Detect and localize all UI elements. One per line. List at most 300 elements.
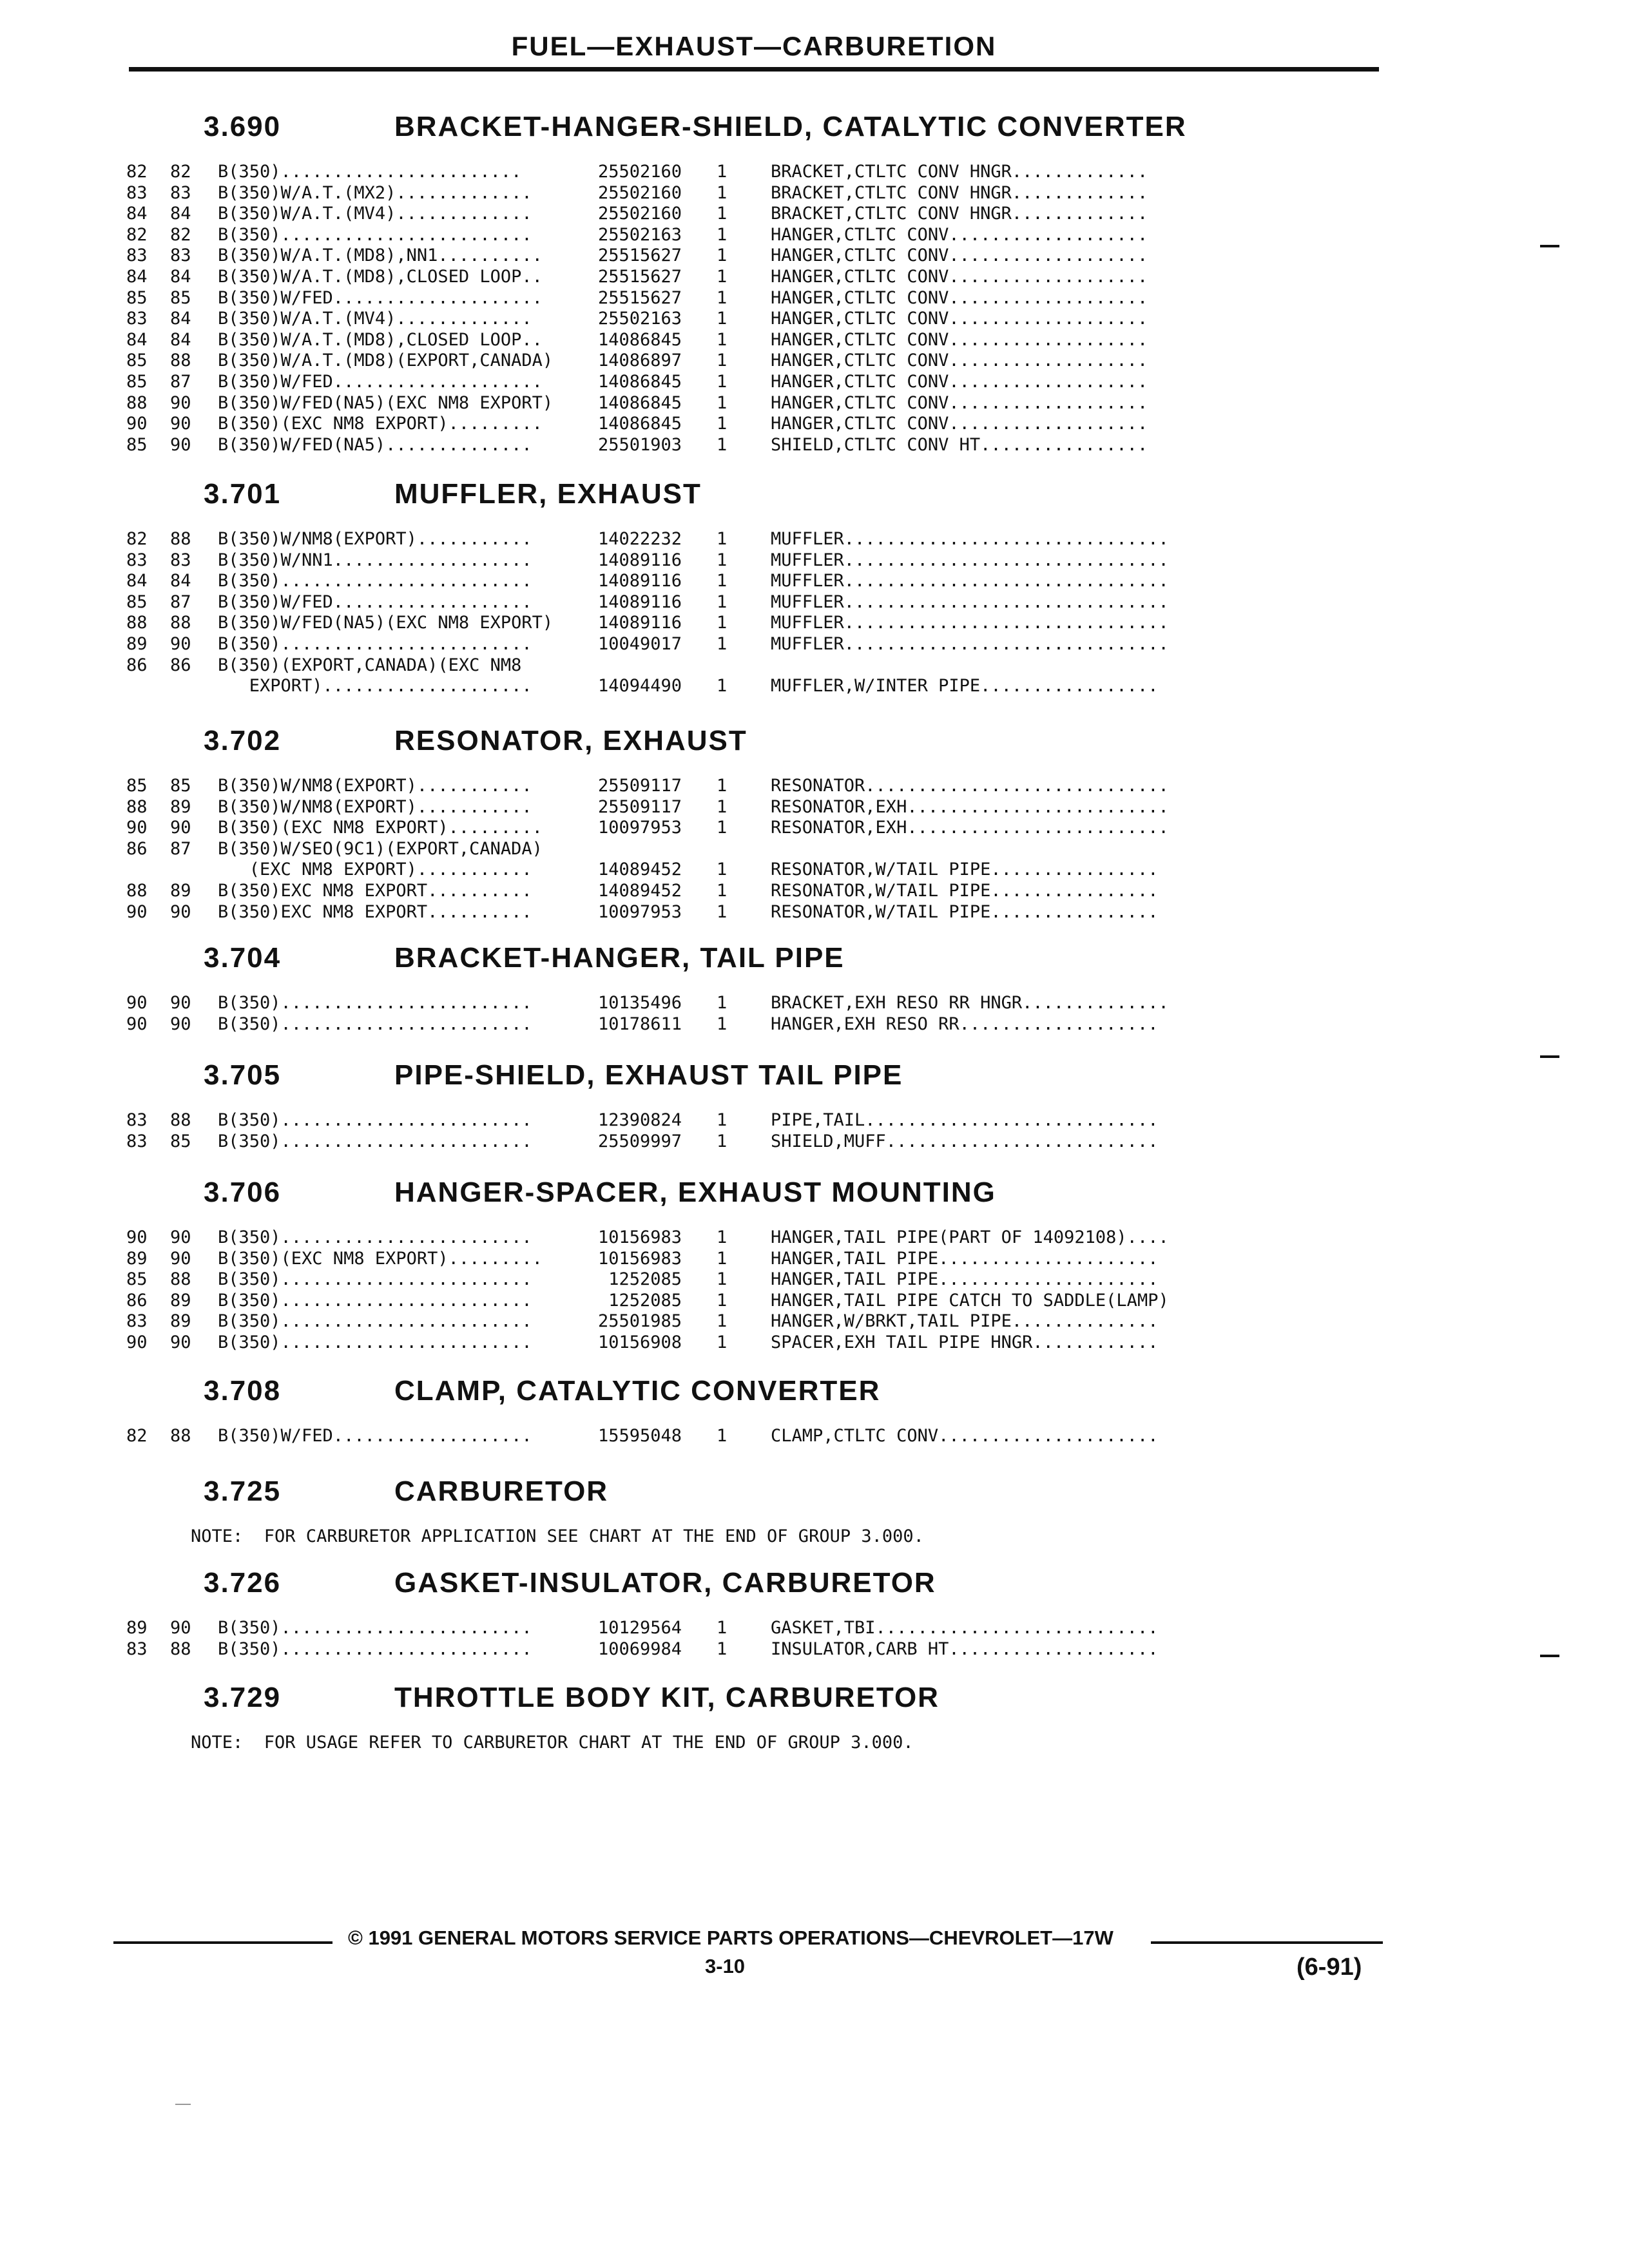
year-from: 83 bbox=[126, 1110, 148, 1130]
application: B(350)........................ bbox=[218, 571, 532, 591]
application: B(350)........................ bbox=[218, 1269, 532, 1290]
description: GASKET,TBI........................... bbox=[771, 1618, 1159, 1638]
part-row bbox=[0, 838, 1629, 860]
application: B(350)W/NM8(EXPORT)........... bbox=[218, 776, 532, 796]
quantity: 1 bbox=[717, 434, 728, 455]
part-number: 25502163 bbox=[598, 309, 682, 329]
part-row bbox=[0, 901, 1629, 923]
application: B(350)W/FED(NA5).............. bbox=[218, 434, 532, 455]
part-row bbox=[0, 859, 1629, 880]
part-number: 14089116 bbox=[598, 591, 682, 612]
year-from: 90 bbox=[126, 1332, 148, 1352]
year-from: 84 bbox=[126, 204, 148, 224]
section-name: RESONATOR, EXHAUST bbox=[394, 725, 747, 756]
quantity: 1 bbox=[717, 1227, 728, 1247]
year-to: 90 bbox=[170, 1248, 191, 1269]
margin-mark bbox=[1540, 245, 1559, 247]
year-from: 83 bbox=[126, 309, 148, 329]
application: B(350)W/NN1................... bbox=[218, 550, 532, 570]
description: RESONATOR............................. bbox=[771, 776, 1169, 796]
year-to: 83 bbox=[170, 245, 191, 266]
quantity: 1 bbox=[717, 1426, 728, 1446]
year-from: 88 bbox=[126, 392, 148, 413]
part-row bbox=[0, 287, 1629, 309]
year-to: 84 bbox=[170, 571, 191, 591]
part-row bbox=[0, 817, 1629, 838]
quantity: 1 bbox=[717, 676, 728, 697]
quantity: 1 bbox=[717, 245, 728, 266]
application: B(350)W/A.T.(MD8),CLOSED LOOP.. bbox=[218, 267, 543, 287]
description: HANGER,TAIL PIPE..................... bbox=[771, 1248, 1159, 1269]
quantity: 1 bbox=[717, 571, 728, 591]
part-row bbox=[0, 308, 1629, 329]
year-to: 90 bbox=[170, 414, 191, 434]
part-number: 10129564 bbox=[598, 1618, 682, 1638]
description: HANGER,TAIL PIPE CATCH TO SADDLE(LAMP) bbox=[771, 1290, 1169, 1311]
part-row bbox=[0, 203, 1629, 224]
quantity: 1 bbox=[717, 550, 728, 570]
part-row bbox=[0, 992, 1629, 1014]
description: BRACKET,EXH RESO RR HNGR.............. bbox=[771, 993, 1169, 1013]
description: MUFFLER............................... bbox=[771, 613, 1169, 633]
year-to: 90 bbox=[170, 434, 191, 455]
description: MUFFLER............................... bbox=[771, 571, 1169, 591]
part-number: 14094490 bbox=[598, 676, 682, 697]
description: HANGER,CTLTC CONV................... bbox=[771, 351, 1148, 371]
part-number: 10156983 bbox=[598, 1227, 682, 1247]
section-name: CLAMP, CATALYTIC CONVERTER bbox=[394, 1375, 881, 1407]
year-from: 90 bbox=[126, 1227, 148, 1247]
description: BRACKET,CTLTC CONV HNGR............. bbox=[771, 204, 1148, 224]
year-to: 83 bbox=[170, 550, 191, 570]
year-from: 84 bbox=[126, 267, 148, 287]
part-number: 14086845 bbox=[598, 414, 682, 434]
quantity: 1 bbox=[717, 613, 728, 633]
description: RESONATOR,W/TAIL PIPE................ bbox=[771, 860, 1159, 880]
footer-rule-right bbox=[1151, 1941, 1383, 1944]
application: B(350)........................ bbox=[218, 1131, 532, 1151]
page-header-title: FUEL—EXHAUST—CARBURETION bbox=[511, 31, 997, 61]
quantity: 1 bbox=[717, 1639, 728, 1659]
quantity: 1 bbox=[717, 182, 728, 203]
year-to: 83 bbox=[170, 182, 191, 203]
quantity: 1 bbox=[717, 1332, 728, 1352]
description: HANGER,CTLTC CONV................... bbox=[771, 372, 1148, 392]
year-to: 90 bbox=[170, 392, 191, 413]
year-from: 88 bbox=[126, 796, 148, 817]
quantity: 1 bbox=[717, 529, 728, 549]
part-number: 10178611 bbox=[598, 1014, 682, 1034]
application: EXPORT).................... bbox=[218, 676, 532, 697]
application: B(350)EXC NM8 EXPORT.......... bbox=[218, 901, 532, 922]
description: HANGER,CTLTC CONV................... bbox=[771, 309, 1148, 329]
year-from: 83 bbox=[126, 182, 148, 203]
year-to: 88 bbox=[170, 1426, 191, 1446]
part-row bbox=[0, 1639, 1629, 1660]
year-from: 90 bbox=[126, 901, 148, 922]
application: B(350)(EXPORT,CANADA)(EXC NM8 bbox=[218, 655, 522, 675]
description: HANGER,CTLTC CONV................... bbox=[771, 245, 1148, 266]
quantity: 1 bbox=[717, 162, 728, 182]
section-name: MUFFLER, EXHAUST bbox=[394, 478, 702, 510]
year-to: 84 bbox=[170, 329, 191, 350]
description: HANGER,TAIL PIPE..................... bbox=[771, 1269, 1159, 1290]
description: MUFFLER,W/INTER PIPE................. bbox=[771, 676, 1159, 697]
part-number: 14089116 bbox=[598, 550, 682, 570]
part-row bbox=[0, 224, 1629, 245]
part-number: 1252085 bbox=[598, 1290, 682, 1311]
year-to: 90 bbox=[170, 818, 191, 838]
quantity: 1 bbox=[717, 860, 728, 880]
part-row bbox=[0, 182, 1629, 204]
application: B(350)........................ bbox=[218, 1311, 532, 1332]
quantity: 1 bbox=[717, 901, 728, 922]
part-number: 25509117 bbox=[598, 776, 682, 796]
application: B(350)(EXC NM8 EXPORT)......... bbox=[218, 1248, 543, 1269]
quantity: 1 bbox=[717, 414, 728, 434]
year-to: 82 bbox=[170, 224, 191, 245]
application: B(350)........................ bbox=[218, 1110, 532, 1130]
quantity: 1 bbox=[717, 287, 728, 308]
part-row bbox=[0, 655, 1629, 676]
part-row bbox=[0, 1131, 1629, 1152]
part-number: 25502160 bbox=[598, 162, 682, 182]
application: B(350)........................ bbox=[218, 1014, 532, 1034]
part-number: 14086897 bbox=[598, 351, 682, 371]
year-from: 90 bbox=[126, 818, 148, 838]
application: B(350)W/A.T.(MD8)(EXPORT,CANADA) bbox=[218, 351, 554, 371]
year-from: 86 bbox=[126, 1290, 148, 1311]
year-to: 90 bbox=[170, 1014, 191, 1034]
application: B(350)W/SEO(9C1)(EXPORT,CANADA) bbox=[218, 838, 543, 859]
quantity: 1 bbox=[717, 1290, 728, 1311]
part-number: 15595048 bbox=[598, 1426, 682, 1446]
section-number: 3.705 bbox=[204, 1059, 282, 1091]
part-number: 25501903 bbox=[598, 434, 682, 455]
description: HANGER,EXH RESO RR................... bbox=[771, 1014, 1159, 1034]
description: HANGER,TAIL PIPE(PART OF 14092108).... bbox=[771, 1227, 1169, 1247]
part-row bbox=[0, 1290, 1629, 1311]
part-row bbox=[0, 633, 1629, 655]
application: B(350)....................... bbox=[218, 162, 522, 182]
part-number: 25501985 bbox=[598, 1311, 682, 1332]
application: B(350)W/A.T.(MV4)............. bbox=[218, 309, 532, 329]
part-number: 10156908 bbox=[598, 1332, 682, 1352]
year-from: 86 bbox=[126, 655, 148, 675]
part-row bbox=[0, 550, 1629, 571]
part-number: 12390824 bbox=[598, 1110, 682, 1130]
year-to: 84 bbox=[170, 204, 191, 224]
page-number: 3-10 bbox=[705, 1955, 746, 1977]
application: B(350)........................ bbox=[218, 224, 532, 245]
quantity: 1 bbox=[717, 309, 728, 329]
section-number: 3.729 bbox=[204, 1682, 282, 1713]
description: RESONATOR,EXH......................... bbox=[771, 796, 1169, 817]
application: B(350)W/FED(NA5)(EXC NM8 EXPORT) bbox=[218, 613, 554, 633]
year-to: 85 bbox=[170, 1131, 191, 1151]
year-to: 90 bbox=[170, 1332, 191, 1352]
quantity: 1 bbox=[717, 1110, 728, 1130]
application: B(350)........................ bbox=[218, 1290, 532, 1311]
year-to: 84 bbox=[170, 309, 191, 329]
quantity: 1 bbox=[717, 818, 728, 838]
part-number: 14089452 bbox=[598, 860, 682, 880]
section-number: 3.702 bbox=[204, 725, 282, 756]
year-from: 85 bbox=[126, 776, 148, 796]
year-to: 88 bbox=[170, 613, 191, 633]
part-row bbox=[0, 1269, 1629, 1290]
section-number: 3.701 bbox=[204, 478, 282, 510]
year-to: 88 bbox=[170, 1639, 191, 1659]
part-row bbox=[0, 796, 1629, 818]
year-from: 88 bbox=[126, 613, 148, 633]
part-number: 25502160 bbox=[598, 182, 682, 203]
quantity: 1 bbox=[717, 224, 728, 245]
quantity: 1 bbox=[717, 351, 728, 371]
year-from: 85 bbox=[126, 1269, 148, 1290]
description: SHIELD,MUFF.......................... bbox=[771, 1131, 1159, 1151]
section-name: THROTTLE BODY KIT, CARBURETOR bbox=[394, 1682, 940, 1713]
year-from: 83 bbox=[126, 1311, 148, 1332]
application: B(350)(EXC NM8 EXPORT)......... bbox=[218, 414, 543, 434]
description: HANGER,CTLTC CONV................... bbox=[771, 414, 1148, 434]
section-name: HANGER-SPACER, EXHAUST MOUNTING bbox=[394, 1177, 996, 1208]
year-to: 88 bbox=[170, 1110, 191, 1130]
year-to: 85 bbox=[170, 287, 191, 308]
part-number: 25515627 bbox=[598, 267, 682, 287]
year-from: 90 bbox=[126, 993, 148, 1013]
part-number: 25502160 bbox=[598, 204, 682, 224]
year-from: 90 bbox=[126, 1014, 148, 1034]
section-note: NOTE: FOR USAGE REFER TO CARBURETOR CHART AT THE END OF GROUP 3.000. bbox=[191, 1733, 914, 1753]
year-from: 89 bbox=[126, 1248, 148, 1269]
year-from: 83 bbox=[126, 550, 148, 570]
part-row bbox=[0, 528, 1629, 550]
year-to: 88 bbox=[170, 529, 191, 549]
part-number: 10097953 bbox=[598, 901, 682, 922]
quantity: 1 bbox=[717, 267, 728, 287]
year-from: 85 bbox=[126, 287, 148, 308]
part-row bbox=[0, 1617, 1629, 1639]
description: BRACKET,CTLTC CONV HNGR............. bbox=[771, 162, 1148, 182]
application: B(350)W/A.T.(MX2)............. bbox=[218, 182, 532, 203]
year-to: 90 bbox=[170, 634, 191, 654]
description: HANGER,W/BRKT,TAIL PIPE.............. bbox=[771, 1311, 1159, 1332]
year-to: 90 bbox=[170, 1618, 191, 1638]
application: B(350)W/FED.................... bbox=[218, 287, 543, 308]
part-number: 10156983 bbox=[598, 1248, 682, 1269]
application: B(350)........................ bbox=[218, 1332, 532, 1352]
year-from: 82 bbox=[126, 529, 148, 549]
part-row bbox=[0, 775, 1629, 796]
description: HANGER,CTLTC CONV................... bbox=[771, 267, 1148, 287]
year-to: 90 bbox=[170, 901, 191, 922]
part-row bbox=[0, 245, 1629, 266]
section-name: BRACKET-HANGER-SHIELD, CATALYTIC CONVERTER bbox=[394, 111, 1187, 142]
description: HANGER,CTLTC CONV................... bbox=[771, 287, 1148, 308]
description: RESONATOR,W/TAIL PIPE................ bbox=[771, 901, 1159, 922]
year-to: 87 bbox=[170, 372, 191, 392]
part-row bbox=[0, 350, 1629, 371]
part-row bbox=[0, 1311, 1629, 1332]
application: B(350)W/A.T.(MD8),NN1.......... bbox=[218, 245, 543, 266]
description: HANGER,CTLTC CONV................... bbox=[771, 224, 1148, 245]
description: SHIELD,CTLTC CONV HT................ bbox=[771, 434, 1148, 455]
application: (EXC NM8 EXPORT)........... bbox=[218, 860, 532, 880]
quantity: 1 bbox=[717, 1131, 728, 1151]
year-from: 83 bbox=[126, 1131, 148, 1151]
year-to: 84 bbox=[170, 267, 191, 287]
year-to: 90 bbox=[170, 1227, 191, 1247]
year-from: 84 bbox=[126, 571, 148, 591]
description: HANGER,CTLTC CONV................... bbox=[771, 329, 1148, 350]
quantity: 1 bbox=[717, 993, 728, 1013]
part-row bbox=[0, 591, 1629, 613]
application: B(350)W/NM8(EXPORT)........... bbox=[218, 796, 532, 817]
description: MUFFLER............................... bbox=[771, 591, 1169, 612]
year-from: 85 bbox=[126, 351, 148, 371]
description: PIPE,TAIL............................ bbox=[771, 1110, 1159, 1130]
application: B(350)W/A.T.(MV4)............. bbox=[218, 204, 532, 224]
part-number: 14089116 bbox=[598, 613, 682, 633]
year-from: 88 bbox=[126, 881, 148, 901]
description: SPACER,EXH TAIL PIPE HNGR............ bbox=[771, 1332, 1159, 1352]
quantity: 1 bbox=[717, 392, 728, 413]
description: RESONATOR,W/TAIL PIPE................ bbox=[771, 881, 1159, 901]
description: CLAMP,CTLTC CONV..................... bbox=[771, 1426, 1159, 1446]
part-row bbox=[0, 266, 1629, 287]
year-from: 82 bbox=[126, 224, 148, 245]
year-from: 90 bbox=[126, 414, 148, 434]
part-number: 14086845 bbox=[598, 329, 682, 350]
part-row bbox=[0, 1425, 1629, 1446]
part-row bbox=[0, 1110, 1629, 1131]
year-to: 82 bbox=[170, 162, 191, 182]
quantity: 1 bbox=[717, 1618, 728, 1638]
part-row bbox=[0, 1248, 1629, 1269]
part-number: 25509117 bbox=[598, 796, 682, 817]
application: B(350)........................ bbox=[218, 993, 532, 1013]
section-name: PIPE-SHIELD, EXHAUST TAIL PIPE bbox=[394, 1059, 903, 1091]
application: B(350)........................ bbox=[218, 634, 532, 654]
quantity: 1 bbox=[717, 776, 728, 796]
year-from: 85 bbox=[126, 372, 148, 392]
part-row bbox=[0, 570, 1629, 591]
part-number: 1252085 bbox=[598, 1269, 682, 1290]
year-from: 83 bbox=[126, 245, 148, 266]
year-to: 89 bbox=[170, 1290, 191, 1311]
section-name: CARBURETOR bbox=[394, 1475, 609, 1507]
part-row bbox=[0, 1332, 1629, 1353]
part-number: 14086845 bbox=[598, 392, 682, 413]
part-row bbox=[0, 675, 1629, 697]
description: RESONATOR,EXH......................... bbox=[771, 818, 1169, 838]
application: B(350)EXC NM8 EXPORT.......... bbox=[218, 881, 532, 901]
year-from: 83 bbox=[126, 1639, 148, 1659]
year-to: 86 bbox=[170, 655, 191, 675]
part-row bbox=[0, 161, 1629, 182]
year-to: 89 bbox=[170, 796, 191, 817]
part-number: 25515627 bbox=[598, 245, 682, 266]
year-to: 89 bbox=[170, 1311, 191, 1332]
part-row bbox=[0, 392, 1629, 414]
part-number: 10049017 bbox=[598, 634, 682, 654]
year-from: 89 bbox=[126, 1618, 148, 1638]
year-to: 87 bbox=[170, 838, 191, 859]
application: B(350)W/FED................... bbox=[218, 591, 532, 612]
application: B(350)........................ bbox=[218, 1227, 532, 1247]
description: MUFFLER............................... bbox=[771, 634, 1169, 654]
quantity: 1 bbox=[717, 329, 728, 350]
year-from: 84 bbox=[126, 329, 148, 350]
year-from: 82 bbox=[126, 1426, 148, 1446]
application: B(350)W/FED(NA5)(EXC NM8 EXPORT) bbox=[218, 392, 554, 413]
section-name: BRACKET-HANGER, TAIL PIPE bbox=[394, 942, 845, 974]
application: B(350)(EXC NM8 EXPORT)......... bbox=[218, 818, 543, 838]
part-row bbox=[0, 329, 1629, 351]
application: B(350)W/A.T.(MD8),CLOSED LOOP.. bbox=[218, 329, 543, 350]
description: HANGER,CTLTC CONV................... bbox=[771, 392, 1148, 413]
part-number: 14089452 bbox=[598, 881, 682, 901]
year-from: 82 bbox=[126, 162, 148, 182]
description: MUFFLER............................... bbox=[771, 550, 1169, 570]
part-row bbox=[0, 612, 1629, 633]
section-number: 3.704 bbox=[204, 942, 282, 974]
revision-date: (6-91) bbox=[1296, 1954, 1362, 1981]
part-number: 14022232 bbox=[598, 529, 682, 549]
quantity: 1 bbox=[717, 372, 728, 392]
part-row bbox=[0, 1227, 1629, 1248]
description: MUFFLER............................... bbox=[771, 529, 1169, 549]
scan-speck bbox=[175, 2104, 191, 2105]
application: B(350)........................ bbox=[218, 1618, 532, 1638]
part-number: 25515627 bbox=[598, 287, 682, 308]
part-number: 25509997 bbox=[598, 1131, 682, 1151]
section-number: 3.725 bbox=[204, 1475, 282, 1507]
year-to: 89 bbox=[170, 881, 191, 901]
description: BRACKET,CTLTC CONV HNGR............. bbox=[771, 182, 1148, 203]
section-name: GASKET-INSULATOR, CARBURETOR bbox=[394, 1567, 936, 1599]
quantity: 1 bbox=[717, 881, 728, 901]
margin-mark bbox=[1540, 1055, 1559, 1058]
year-from: 89 bbox=[126, 634, 148, 654]
year-to: 87 bbox=[170, 591, 191, 612]
year-to: 88 bbox=[170, 1269, 191, 1290]
section-number: 3.690 bbox=[204, 111, 282, 142]
quantity: 1 bbox=[717, 591, 728, 612]
application: B(350)W/FED................... bbox=[218, 1426, 532, 1446]
quantity: 1 bbox=[717, 634, 728, 654]
part-row bbox=[0, 880, 1629, 901]
quantity: 1 bbox=[717, 1269, 728, 1290]
header-rule bbox=[129, 67, 1379, 72]
quantity: 1 bbox=[717, 1014, 728, 1034]
application: B(350)W/NM8(EXPORT)........... bbox=[218, 529, 532, 549]
application: B(350)W/FED.................... bbox=[218, 372, 543, 392]
part-number: 10135496 bbox=[598, 993, 682, 1013]
footer-copyright: © 1991 GENERAL MOTORS SERVICE PARTS OPERATIONS—CHEVROLET—17W bbox=[348, 1927, 1113, 1949]
margin-mark bbox=[1540, 1655, 1559, 1657]
year-to: 85 bbox=[170, 776, 191, 796]
part-number: 10069984 bbox=[598, 1639, 682, 1659]
section-number: 3.706 bbox=[204, 1177, 282, 1208]
footer-rule-left bbox=[113, 1941, 333, 1944]
year-from: 85 bbox=[126, 434, 148, 455]
part-number: 25502163 bbox=[598, 224, 682, 245]
year-to: 88 bbox=[170, 351, 191, 371]
part-row bbox=[0, 371, 1629, 392]
application: B(350)........................ bbox=[218, 1639, 532, 1659]
